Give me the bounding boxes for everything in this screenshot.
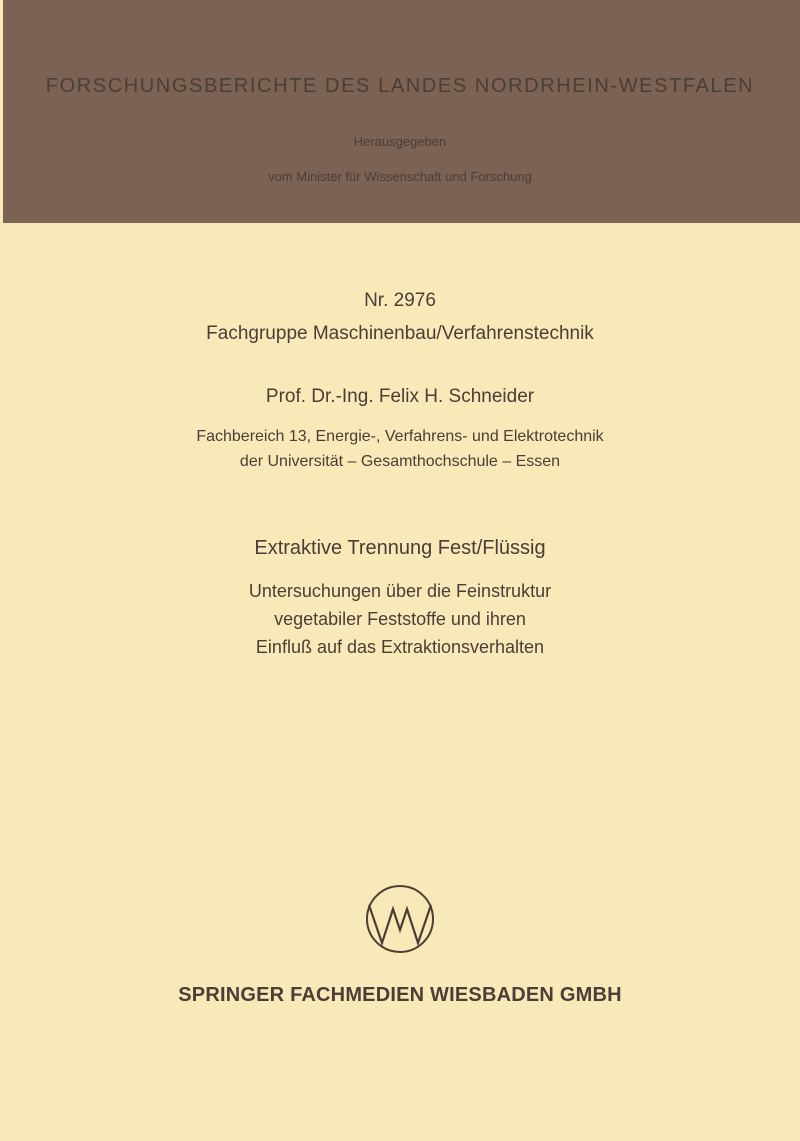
book-title: Extraktive Trennung Fest/Flüssig bbox=[254, 537, 546, 559]
editor-name: vom Minister für Wissenschaft und Forschung bbox=[268, 169, 532, 184]
subtitle-line: Einfluß auf das Extraktionsverhalten bbox=[255, 637, 545, 657]
author-department: Fachbereich 13, Energie-, Verfahrens- und Elektrotechnik bbox=[196, 428, 604, 445]
editor-label: Herausgegeben bbox=[353, 134, 447, 149]
report-group: Fachgruppe Maschinenbau/Verfahrenstechnik bbox=[206, 323, 594, 344]
publisher-name: SPRINGER FACHMEDIEN WIESBADEN GMBH bbox=[178, 984, 622, 1006]
author-name: Prof. Dr.-Ing. Felix H. Schneider bbox=[265, 386, 535, 407]
report-number: Nr. 2976 bbox=[364, 290, 436, 311]
author-university: der Universität – Gesamthochschule – Essen bbox=[239, 453, 561, 470]
series-title: FORSCHUNGSBERICHTE DES LANDES NORDRHEIN-WESTFALEN bbox=[45, 75, 755, 97]
header-band bbox=[3, 0, 800, 223]
subtitle-line: vegetabiler Feststoffe und ihren bbox=[274, 609, 526, 629]
westdeutscher-verlag-logo-icon bbox=[364, 883, 436, 955]
subtitle-line: Untersuchungen über die Feinstruktur bbox=[248, 581, 552, 601]
